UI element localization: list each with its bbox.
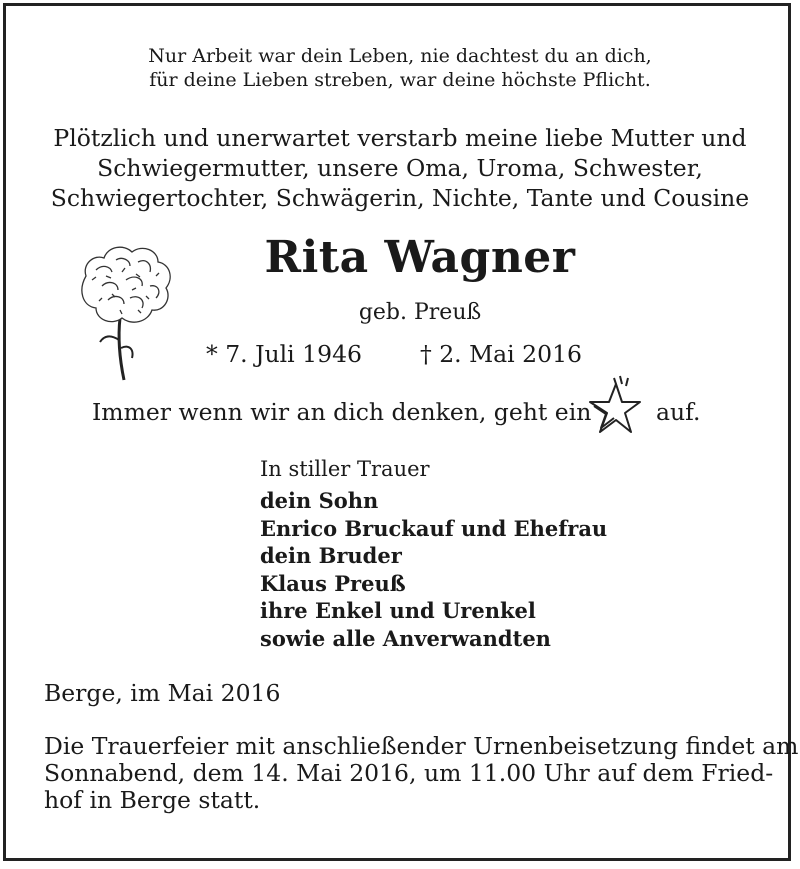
motto-verse: [0, 44, 800, 92]
mourner-line: dein Bruder: [260, 543, 402, 568]
intro-line: Plötzlich und unerwartet verstarb meine liebe Mutter und: [53, 124, 747, 152]
deceased-name: Rita Wagner: [264, 232, 576, 283]
carnation-icon: [72, 236, 182, 386]
mourner-line: Klaus Preuß: [260, 570, 406, 596]
place-date: Berge, im Mai 2016: [44, 679, 281, 707]
notice-line: Sonnabend, dem 14. Mai 2016, um 11.00 Uhr auf dem Fried-: [44, 759, 774, 787]
funeral-notice: [44, 732, 799, 814]
motto-line: für deine Lieben streben, war deine höchste Pflicht.: [149, 69, 651, 91]
memory-text-end: auf.: [656, 398, 701, 426]
star-icon: [576, 372, 646, 442]
intro-line: Schwiegertochter, Schwägerin, Nichte, Tante und Cousine: [50, 184, 750, 212]
death-date: † 2. Mai 2016: [420, 340, 582, 368]
birth-name: geb. Preuß: [358, 300, 482, 325]
intro-text: [0, 123, 800, 213]
notice-line: hof in Berge statt.: [44, 786, 261, 814]
notice-line: Die Trauerfeier mit anschließender Urnenbeisetzung findet am: [44, 732, 799, 760]
memory-text: Immer wenn wir an dich denken, geht ein: [92, 398, 592, 426]
mourner-line: Enrico Bruckauf und Ehefrau: [260, 515, 608, 541]
mourning-label: In stiller Trauer: [260, 457, 430, 481]
mourners-list: [260, 487, 607, 652]
motto-line: Nur Arbeit war dein Leben, nie dachtest du an dich,: [148, 45, 652, 67]
birth-date: * 7. Juli 1946: [206, 340, 362, 368]
mourner-line: dein Sohn: [260, 488, 379, 513]
mourner-line: ihre Enkel und Urenkel: [260, 598, 536, 623]
mourner-line: sowie alle Anverwandten: [260, 625, 551, 651]
intro-line: Schwiegermutter, unsere Oma, Uroma, Schwester,: [97, 154, 703, 182]
